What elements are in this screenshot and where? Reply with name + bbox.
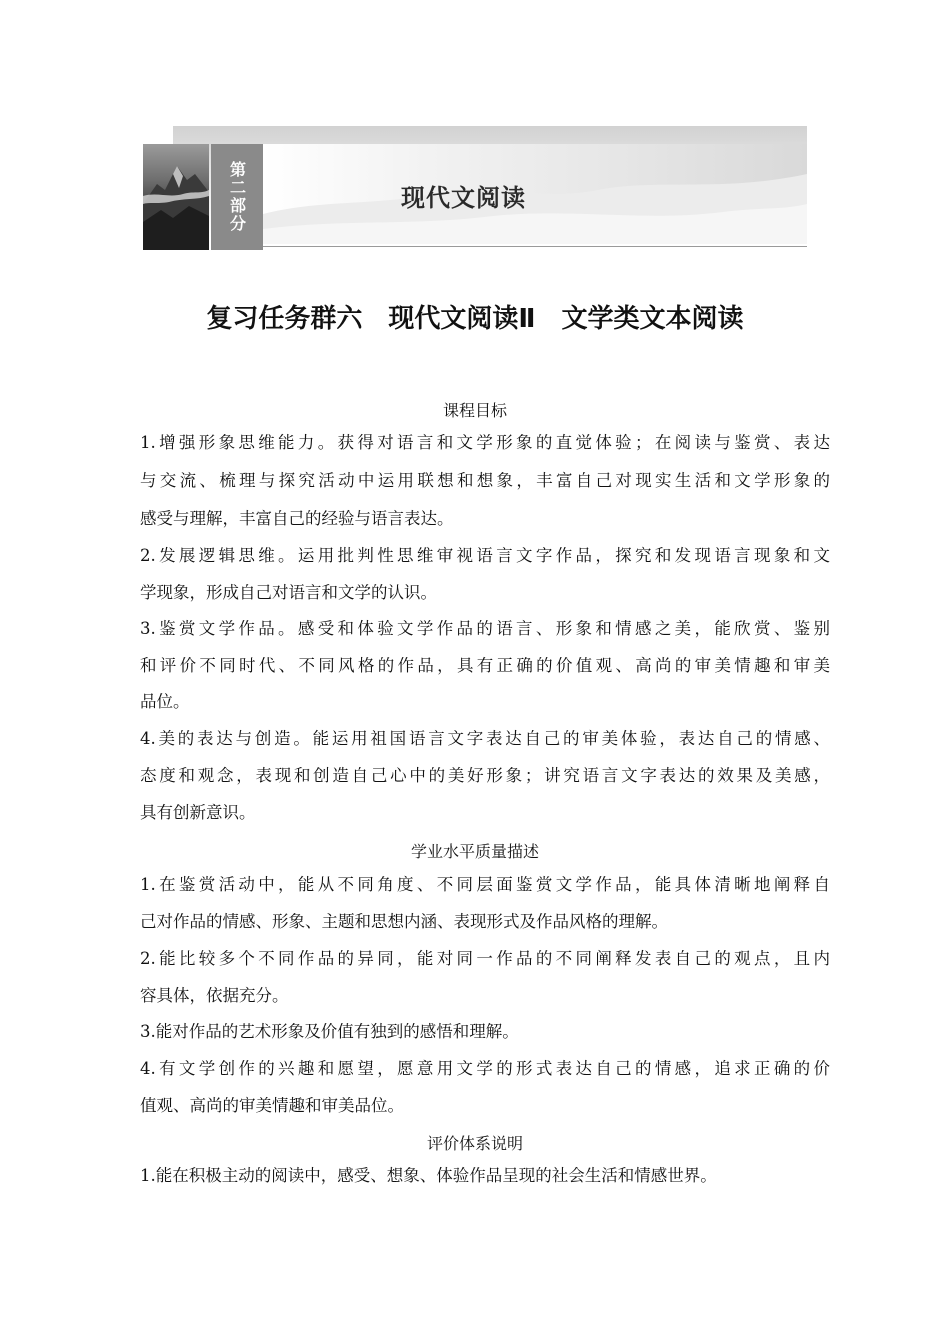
text-line: 学现象，形成自己对语言和文学的认识。	[140, 583, 437, 602]
page-title: 复习任务群六 现代文阅读Ⅱ 文学类文本阅读	[206, 304, 744, 334]
text-line: 容具体，依据充分。	[140, 986, 289, 1005]
part-label: 第二部分	[227, 161, 247, 233]
text-line: 和评价不同时代、不同风格的作品，具有正确的价值观、高尚的审美情趣和审美	[140, 656, 830, 675]
text-line: 值观、高尚的审美情趣和审美品位。	[140, 1096, 404, 1115]
part-banner	[143, 126, 807, 250]
banner-title: 现代文阅读	[401, 184, 526, 212]
mist-landscape-illustration	[263, 144, 807, 244]
text-line: 2.能比较多个不同作品的异同，能对同一作品的不同阐释发表自己的观点，且内	[140, 949, 830, 968]
text-line: 4.美的表达与创造。能运用祖国语言文字表达自己的审美体验，表达自己的情感、	[140, 729, 830, 748]
text-line: 1.在鉴赏活动中，能从不同角度、不同层面鉴赏文学作品，能具体清晰地阐释自	[140, 875, 830, 894]
text-line: 1.增强形象思维能力。获得对语言和文学形象的直觉体验；在阅读与鉴赏、表达	[140, 433, 830, 452]
text-line: 4.有文学创作的兴趣和愿望，愿意用文学的形式表达自己的情感，追求正确的价	[140, 1059, 830, 1078]
text-line: 3.鉴赏文学作品。感受和体验文学作品的语言、形象和情感之美，能欣赏、鉴别	[140, 619, 830, 638]
mountain-photo	[143, 144, 209, 250]
section-heading-quality-description: 学业水平质量描述	[410, 842, 539, 861]
banner-rule	[263, 246, 807, 247]
text-line: 感受与理解，丰富自己的经验与语言表达。	[140, 509, 454, 528]
text-line: 1.能在积极主动的阅读中，感受、想象、体验作品呈现的社会生活和情感世界。	[140, 1166, 717, 1185]
text-line: 品位。	[140, 692, 190, 711]
text-line: 具有创新意识。	[140, 803, 256, 822]
section-heading-course-goals: 课程目标	[442, 401, 507, 420]
text-line: 2.发展逻辑思维。运用批判性思维审视语言文字作品，探究和发现语言现象和文	[140, 546, 830, 565]
text-line: 3.能对作品的艺术形象及价值有独到的感悟和理解。	[140, 1022, 519, 1041]
section-heading-evaluation-system: 评价体系说明	[426, 1134, 523, 1153]
part-label-box	[211, 144, 263, 250]
text-line: 与交流、梳理与探究活动中运用联想和想象，丰富自己对现实生活和文学形象的	[140, 471, 830, 490]
text-line: 态度和观念，表现和创造自己心中的美好形象；讲究语言文字表达的效果及美感，	[140, 766, 830, 785]
text-line: 己对作品的情感、形象、主题和思想内涵、表现形式及作品风格的理解。	[140, 912, 668, 931]
